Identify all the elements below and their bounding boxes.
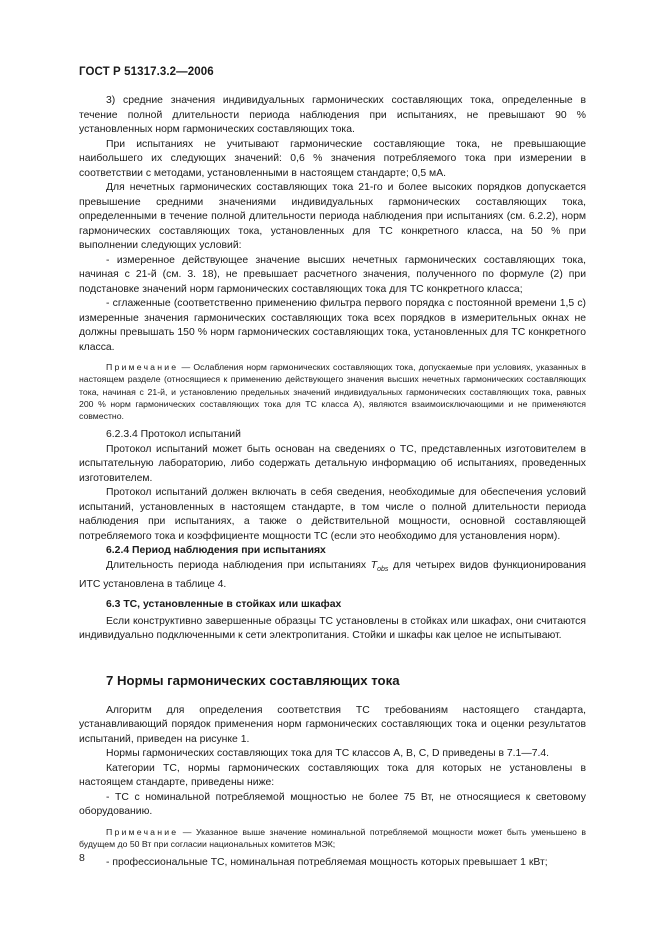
document-body xyxy=(79,94,586,871)
paragraph: Категории ТС, нормы гармонических составляющих тока для которых не установлены в настоящем стандарте, приведены ниже: xyxy=(79,762,586,789)
chapter-heading: 7 Нормы гармонических составляющих тока xyxy=(106,672,400,688)
paragraph: 3) средние значения индивидуальных гармонических составляющих тока, определенные в течение полной длительности периода наблюдения при испытаниях, не превышают 90 % установленных норм гармонических составляющих тока. xyxy=(79,95,586,135)
paragraph: Нормы гармонических составляющих тока для ТС классов А, В, С, D приведены в 7.1—7.4. xyxy=(106,748,550,760)
subsection-heading: 6.2.3.4 Протокол испытаний xyxy=(106,429,241,441)
list-item: - ТС с номинальной потребляемой мощностью не более 75 Вт, не относящиеся к световому оборудованию. xyxy=(79,791,586,818)
note-label: Примечание xyxy=(106,362,179,372)
paragraph: Для нечетных гармонических составляющих тока 21-го и более высоких порядков допускается превышение средними значениями индивидуальных гармонических составляющих тока, определенными в течение полной длительности периода наблюдения при испытаниях (см. 6.2.2), норм гармонических составляющих тока, установленных для ТС конкретного класса, на 50 % при выполнении следующих условий: xyxy=(79,182,586,251)
note-text: — Указанное выше значение номинальной потребляемой мощности может быть уменьшено в будущем до 50 Вт при согласии национальных комитетов МЭК; xyxy=(79,826,586,849)
list-item: - измеренное действующее значение высших нечетных гармонических составляющих тока, начиная с 21-й (см. 3. 18), не превышает расчетного значения, полученного по формуле (2) при подстановке значений норм гармонических составляющих тока для ТС конкретного класса; xyxy=(79,254,586,295)
list-item: - профессиональные ТС, номинальная потребляемая мощность которых превышает 1 кВт; xyxy=(106,857,548,869)
list-item: - сглаженные (соответственно применению фильтра первого порядка с постоянной времени 1,5 с) измеренные значения гармонических составляющих тока всех порядков в измерительных окнах не должны превышать 150 % норм гармонических составляющих тока, установленных для ТС конкретного класса. xyxy=(79,298,586,353)
section-heading: 6.3 ТС, установленные в стойках или шкафах xyxy=(106,599,342,611)
note xyxy=(79,361,586,422)
document-header: ГОСТ Р 51317.3.2—2006 xyxy=(79,66,214,78)
paragraph: При испытаниях не учитывают гармонические составляющие тока, не превышающие наибольшего их следующих значений: 0,6 % значения потребляемого тока при измерении в соответствии с методами, установленными в настоящем стандарте; 0,5 мА. xyxy=(79,138,586,179)
page-number: 8 xyxy=(79,852,85,864)
note xyxy=(79,826,586,851)
note-text: — Ослабления норм гармонических составляющих тока, допускаемые при условиях, указанных в настоящем разделе (относящиеся к применению действующего значения высших нечетных гармонических составляющих тока, начиная с 21-й, и установлению предельных значений индивидуальных гармонических составляющих тока, равных 200 % норм гармонических составляющих тока для ТС класса А), являются взаимоисключающими и не применяются совместно. xyxy=(79,362,586,422)
paragraph: Если конструктивно завершенные образцы ТС установлены в стойках или шкафах, они считаются индивидуально подключенными к сети электропитания. Стойки и шкафы как целое не испытывают. xyxy=(79,615,586,642)
paragraph: Длительность периода наблюдения при испытаниях $T_{obs}$ для четырех видов функционирования ИТС установлена в таблице 4. xyxy=(79,559,586,590)
paragraph: Протокол испытаний должен включать в себя сведения, необходимые для обеспечения условий испытаний, установленных в настоящем стандарте, в том числе о полной длительности периода наблюдения при испытаниях, а также о действительной мощности, основной составляющей потребляемого тока и коэффициенте мощности ТС (если это необходимо для установления норм). xyxy=(79,487,586,542)
section-heading: 6.2.4 Период наблюдения при испытаниях xyxy=(106,545,326,557)
note-label: Примечание xyxy=(106,826,179,837)
t-obs-symbol: T xyxy=(370,559,378,571)
paragraph: Алгоритм для определения соответствия ТС требованиям настоящего стандарта, устанавливающий порядок применения норм гармонических составляющих тока и оценки результатов испытаний, приведен на рисунке 1. xyxy=(79,704,586,745)
paragraph: Протокол испытаний может быть основан на сведениях о ТС, представленных изготовителем в испытательную лабораторию, либо содержать детальную информацию об испытаниях, проведенных изготовителем. xyxy=(79,443,586,484)
